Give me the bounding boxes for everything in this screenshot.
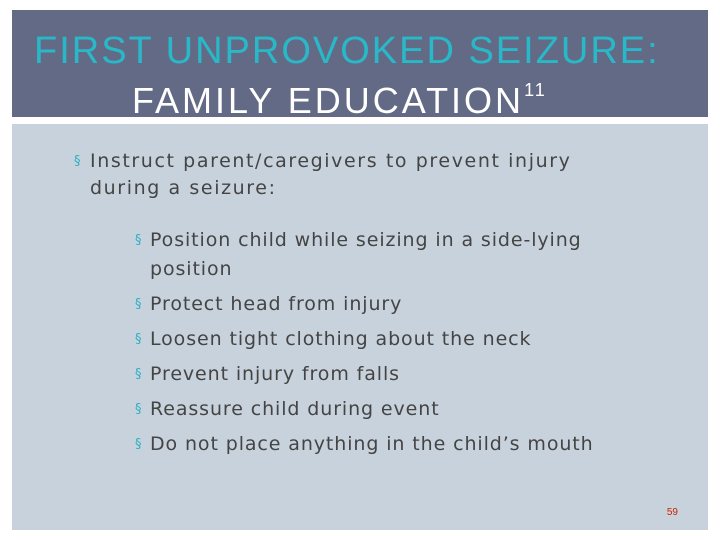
bullet-marker-icon: §: [135, 402, 143, 417]
bullet-marker-icon: §: [74, 154, 83, 169]
list-item-text: Do not place anything in the child’s mouth: [150, 433, 594, 455]
bullet-marker-icon: §: [135, 332, 143, 347]
list-item: [135, 430, 650, 459]
main-bullet-text: Instruct parent/caregivers to prevent injury during a seizure:: [90, 150, 572, 199]
citation-superscript: 11: [524, 79, 547, 100]
list-item-text: Position child while seizing in a side-lying position: [150, 229, 582, 280]
title-line-2-text: FAMILY EDUCATION: [132, 80, 525, 121]
list-item-text: Loosen tight clothing about the neck: [150, 328, 532, 350]
title-line-2: [132, 80, 547, 122]
sub-bullet-list: [135, 226, 650, 465]
list-item: [135, 290, 650, 319]
list-item: [135, 226, 650, 284]
bullet-marker-icon: §: [135, 437, 143, 452]
content-box: [12, 124, 708, 530]
bullet-marker-icon: §: [135, 367, 143, 382]
bullet-marker-icon: §: [135, 233, 143, 248]
list-item-text: Prevent injury from falls: [150, 363, 400, 385]
title-line-1: FIRST UNPROVOKED SEIZURE:: [34, 30, 660, 72]
list-item: [135, 395, 650, 424]
list-item: [135, 360, 650, 389]
title-band: [12, 10, 708, 121]
list-item-text: Protect head from injury: [150, 293, 403, 315]
page-number: 59: [666, 507, 678, 518]
list-item-text: Reassure child during event: [150, 398, 440, 420]
list-item: [135, 325, 650, 354]
bullet-marker-icon: §: [135, 297, 143, 312]
main-bullet: [74, 148, 630, 202]
